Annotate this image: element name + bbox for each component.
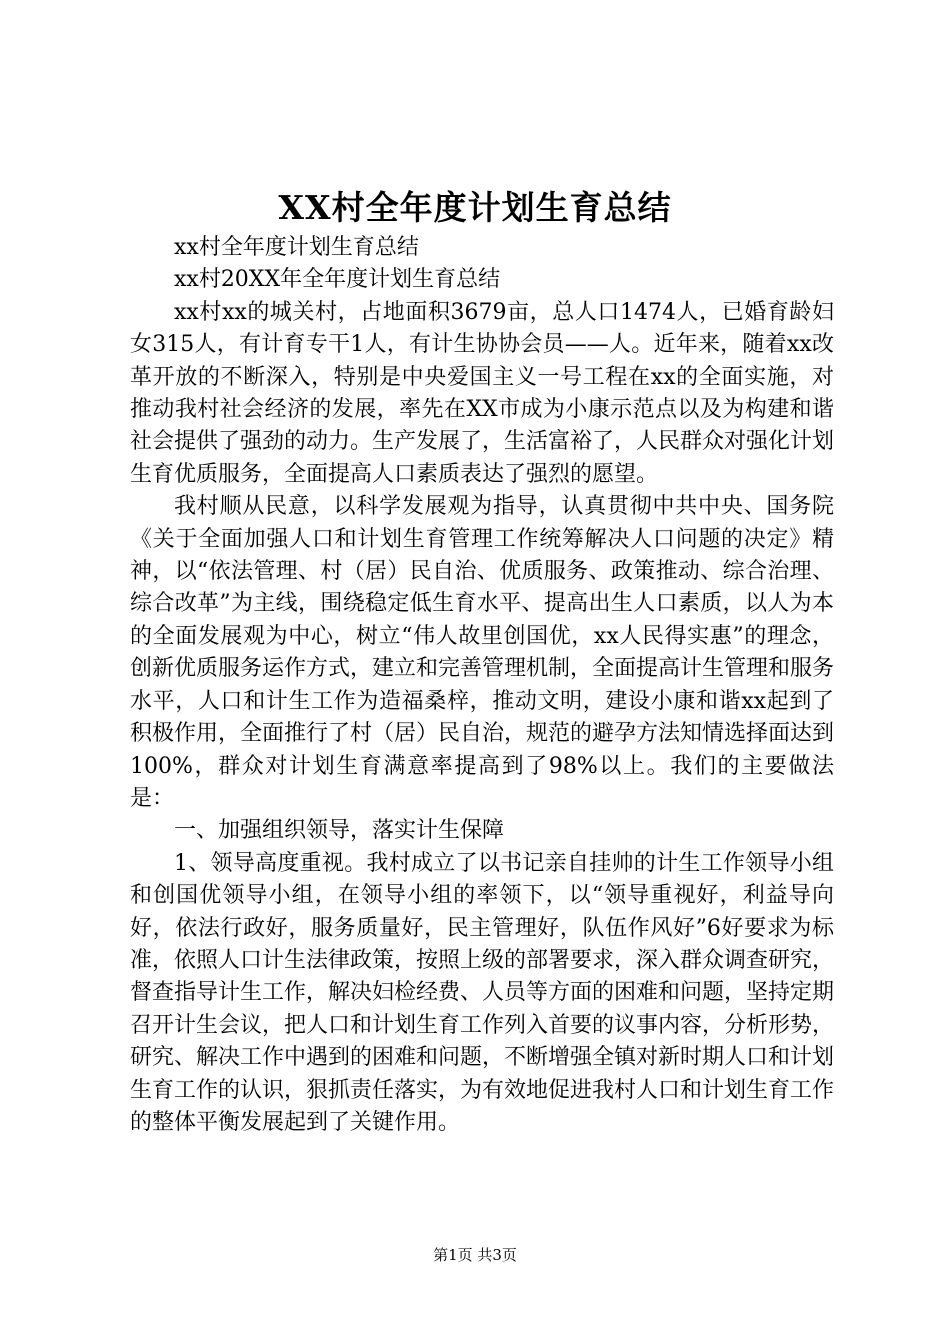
paragraph-subtitle-year: xx村20XX年全年度计划生育总结 (174, 267, 501, 293)
document-body (130, 232, 834, 1139)
document-title: XX村全年度计划生育总结 (278, 188, 672, 227)
page-footer: 第1页 共3页 (433, 1246, 517, 1264)
section-heading-1: 一、加强组织领导，落实计生保障 (174, 818, 505, 844)
paragraph-subtitle: xx村全年度计划生育总结 (174, 235, 419, 260)
paragraph-approach: 我村顺从民意，以科学发展观为指导，认真贯彻中共中央、国务院《关于全面加强人口和计划生育管理工作统筹解决人口问题的决定》精神，以“依法管理、村（居）民自治、优质服务、政策推动、综合治理、综合改革”为主线，围绕稳定低生育水平、提高出生人口素质，以人为本的全面发展观为中心，树立“伟人故里创国优，xx人民得实惠”的理念，创新优质服务运作方式，建立和完善管理机制，全面提高计生管理和服务水平，人口和计生工作为造福桑梓，推动文明，建设小康和谐xx起到了积极作用，全面推行了村（居）民自治，规范的避孕方法知情选择面达到100%，群众对计划生育满意率提高到了98%以上。我们的主要做法是： (130, 494, 835, 811)
paragraph-overview: xx村xx的城关村，占地面积3679亩，总人口1474人，已婚育龄妇女315人，有计育专干1人，有计生协协会员——人。近年来，随着xx改革开放的不断深入，特别是中央爱国主义一号工程在xx的全面实施，对推动我村社会经济的发展，率先在XX市成为小康示范点以及为构建和谐社会提供了强劲的动力。生产发展了，生活富裕了，人民群众对强化计划生育优质服务，全面提高人口素质表达了强烈的愿望。 (130, 299, 835, 487)
paragraph-leadership: 1、领导高度重视。我村成立了以书记亲自挂帅的计生工作领导小组和创国优领导小组，在领导小组的率领下，以“领导重视好，利益导向好，依法行政好，服务质量好，民主管理好，队伍作风好”6好要求为标准，依照人口计生法律政策，按照上级的部署要求，深入群众调查研究，督查指导计生工作，解决妇检经费、人员等方面的困难和问题，坚持定期召开计生会议，把人口和计划生育工作列入首要的议事内容，分析形势，研究、解决工作中遇到的困难和问题，不断增强全镇对新时期人口和计划生育工作的认识，狠抓责任落实，为有效地促进我村人口和计划生育工作的整体平衡发展起到了关键作用。 (130, 850, 835, 1135)
